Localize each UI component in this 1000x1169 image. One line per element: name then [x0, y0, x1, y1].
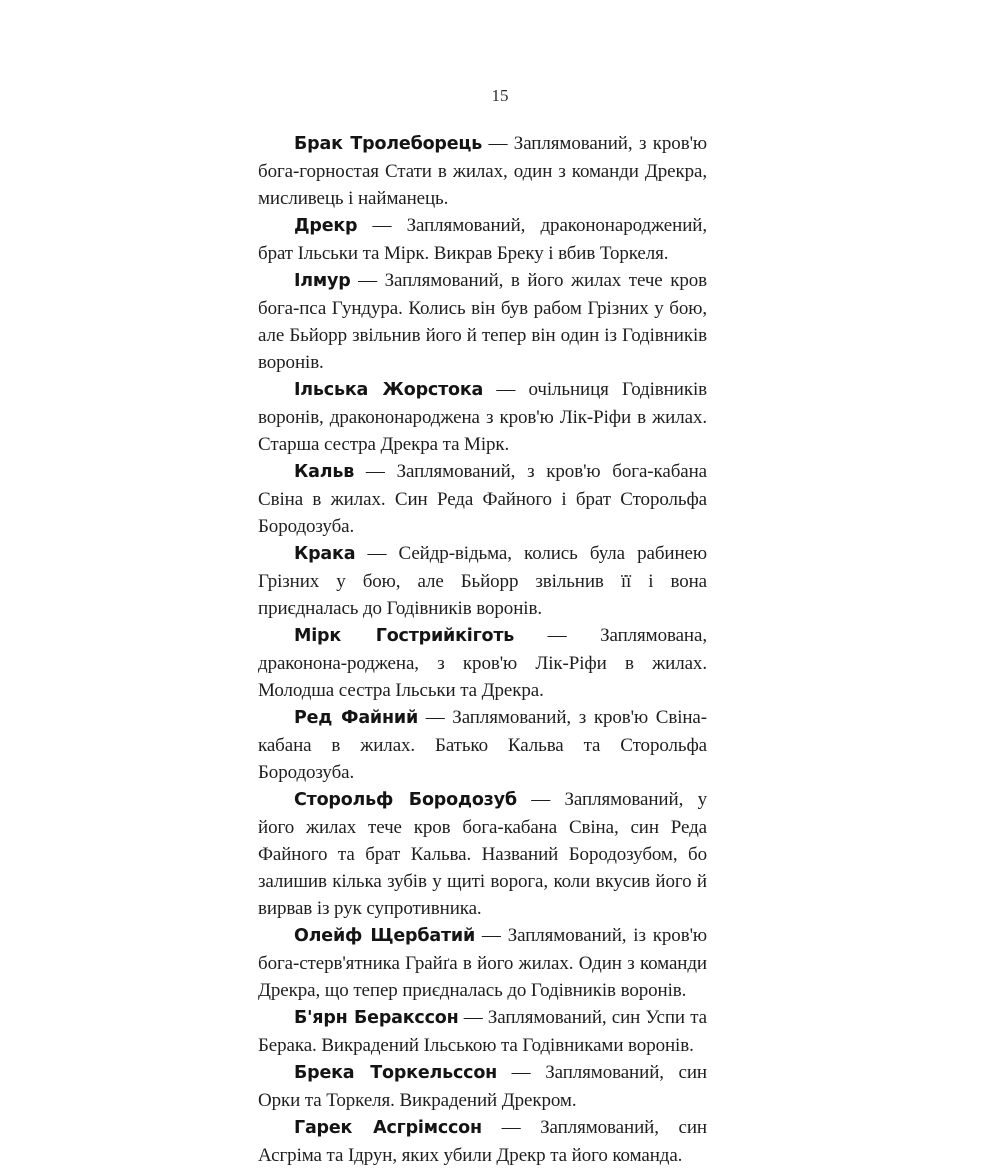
character-entry-drekr	[258, 212, 707, 267]
character-entry-oleif	[258, 922, 707, 1004]
page-number: 15	[491, 86, 509, 105]
character-entry-breka	[258, 1059, 707, 1114]
character-entry-ilska	[258, 376, 707, 458]
character-list	[258, 130, 707, 1169]
character-name: Брак Тролеборець	[294, 134, 483, 154]
character-description: — Заплямований, син Успи та Берака. Викрадений Ільською та Годівниками воронів.	[258, 1007, 707, 1056]
character-entry-red	[258, 704, 707, 786]
character-name: Кальв	[294, 462, 355, 482]
character-description: — Заплямований, у його жилах тече кров бога-кабана Свіна, син Реда Файного та брат Кальва. Названий Бородозубом, бо залишив кілька зубів у щиті ворога, коли вкусив його й вирвав із рук супротивника.	[258, 789, 707, 919]
character-name: Крака	[294, 544, 356, 564]
character-name: Ільська Жорстока	[294, 380, 484, 400]
character-entry-kraka	[258, 540, 707, 622]
character-name: Ред Файний	[294, 708, 419, 728]
character-entry-storolf	[258, 786, 707, 922]
character-description: — Сейдр-відьма, колись була рабинею Грізних у бою, але Бьйорр звільнив її і вона приєдналась до Годівників воронів.	[258, 543, 707, 619]
character-description: — Заплямований, в його жилах тече кров бога-пса Гундура. Колись він був рабом Грізних у бою, але Бьйорр звільнив його й тепер він один із Годівників воронів.	[258, 270, 707, 373]
character-entry-mirk	[258, 622, 707, 704]
character-entry-harek	[258, 1114, 707, 1169]
character-description: — Заплямований, з кров'ю Свіна-кабана в жилах. Батько Кальва та Сторольфа Бородозуба.	[258, 707, 707, 783]
character-description: — Заплямований, з кров'ю бога-горностая Стати в жилах, один з команди Дрекра, мисливець і найманець.	[258, 133, 707, 209]
character-name: Дрекр	[294, 216, 358, 236]
character-entry-kalv	[258, 458, 707, 540]
character-name: Олейф Щербатий	[294, 926, 476, 946]
character-entry-byarn	[258, 1004, 707, 1059]
character-name: Сторольф Бородозуб	[294, 790, 517, 810]
character-description: — Заплямований, дракононароджений, брат Ільськи та Мірк. Викрав Бреку і вбив Торкеля.	[258, 215, 707, 264]
character-entry-ilmur	[258, 267, 707, 376]
character-description: — Заплямований, з кров'ю бога-кабана Свіна в жилах. Син Реда Файного і брат Сторольфа Бородозуба.	[258, 461, 707, 537]
character-name: Б'ярн Бераксcон	[294, 1008, 459, 1028]
character-name: Гарек Асгрімссон	[294, 1118, 482, 1138]
character-name: Мірк Гострийкіготь	[294, 626, 515, 646]
character-description: — Заплямована, драконона-роджена, з кров'ю Лік-Ріфи в жилах. Молодша сестра Ільськи та Дрекра.	[258, 625, 707, 701]
character-description: — Заплямований, син Орки та Торкеля. Викрадений Дрекром.	[258, 1062, 707, 1111]
character-description: — Заплямований, із кров'ю бога-стерв'ятника Грайґа в його жилах. Один з команди Дрекра, що тепер приєдналась до Годівників воронів.	[258, 925, 707, 1001]
character-name: Ілмур	[294, 271, 351, 291]
character-entry-brak	[258, 130, 707, 212]
character-description: — очільниця Годівників воронів, дракононароджена з кров'ю Лік-Ріфи в жилах. Старша сестра Дрекра та Мірк.	[258, 379, 707, 455]
character-name: Брека Торкельссон	[294, 1063, 498, 1083]
character-description: — Заплямований, син Асгріма та Ідрун, яких убили Дрекр та його команда.	[258, 1117, 707, 1166]
